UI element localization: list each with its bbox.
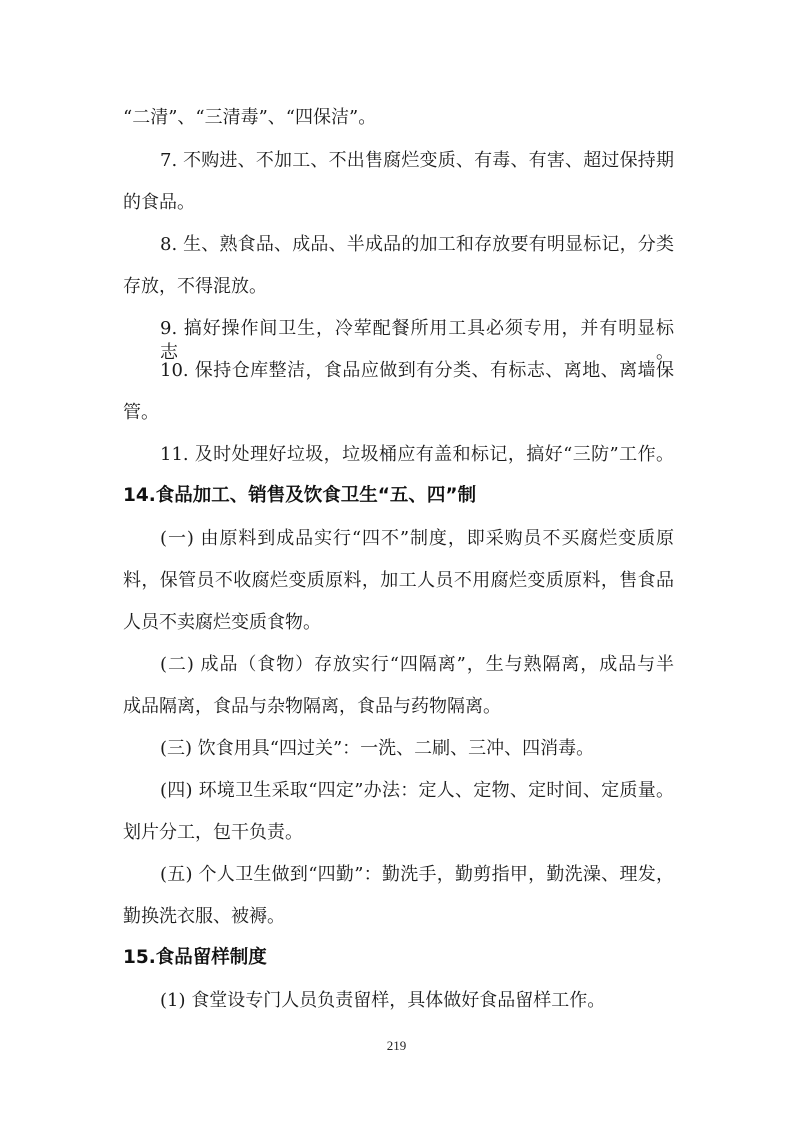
- text-line: 10. 保持仓库整洁，食品应做到有分类、有标志、离地、离墙保: [160, 360, 674, 381]
- text-line: 9. 搞好操作间卫生，冷荤配餐所用工具必须专用，并有明显标志。: [160, 318, 674, 363]
- text-line: 料，保管员不收腐烂变质原料，加工人员不用腐烂变质原料，售食品: [123, 570, 674, 591]
- page-number: 219: [386, 1038, 407, 1053]
- text-line: 11. 及时处理好垃圾，垃圾桶应有盖和标记，搞好“三防”工作。: [160, 444, 674, 465]
- text-line: 存放，不得混放。: [123, 276, 267, 297]
- text-line: (二) 成品（食物）存放实行“四隔离”，生与熟隔离，成品与半: [160, 654, 674, 675]
- text-line: 划片分工，包干负责。: [123, 822, 303, 843]
- text-line: 的食品。: [123, 192, 195, 213]
- text-line: 人员不卖腐烂变质食物。: [123, 612, 321, 633]
- text-line: (一) 由原料到成品实行“四不”制度，即采购员不买腐烂变质原: [160, 528, 674, 549]
- text-line: (三) 饮食用具“四过关”：一洗、二刷、三冲、四消毒。: [160, 738, 595, 759]
- section-heading: 15.食品留样制度: [123, 947, 267, 968]
- text-line: (四) 环境卫生采取“四定”办法：定人、定物、定时间、定质量。: [160, 780, 674, 801]
- text-line: (1) 食堂设专门人员负责留样，具体做好食品留样工作。: [160, 990, 606, 1011]
- section-heading: 14.食品加工、销售及饮食卫生“五、四”制: [123, 485, 477, 506]
- text-line: 勤换洗衣服、被褥。: [123, 906, 285, 927]
- text-line: 管。: [123, 402, 159, 423]
- text-line: (五) 个人卫生做到“四勤”：勤洗手，勤剪指甲，勤洗澡、理发，: [160, 864, 674, 885]
- text-line: 7. 不购进、不加工、不出售腐烂变质、有毒、有害、超过保持期: [160, 150, 674, 171]
- text-line: “二清”、“三清毒”、“四保洁”。: [123, 107, 377, 128]
- text-line: 成品隔离，食品与杂物隔离，食品与药物隔离。: [123, 696, 501, 717]
- text-line: 8. 生、熟食品、成品、半成品的加工和存放要有明显标记，分类: [160, 234, 674, 255]
